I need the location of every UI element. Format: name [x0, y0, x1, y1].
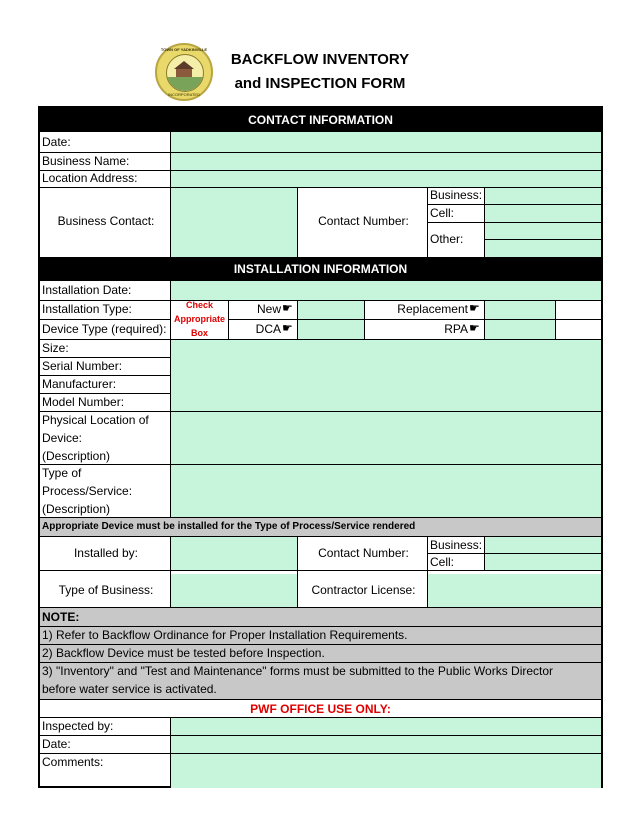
dca-option-label: DCA — [255, 322, 281, 336]
physical-location-label: Physical Location of Device: (Description) — [42, 413, 149, 463]
type-of-business-field[interactable] — [171, 574, 297, 607]
installation-date-label: Installation Date: — [42, 283, 132, 297]
date-label: Date: — [42, 135, 71, 149]
inspection-date-field[interactable] — [171, 736, 601, 753]
manufacturer-field[interactable] — [171, 375, 601, 393]
dca-checkbox[interactable] — [298, 319, 364, 339]
business-name-label: Business Name: — [42, 154, 130, 168]
installation-type-label: Installation Type: — [42, 302, 132, 316]
installer-cell-phone-field[interactable] — [484, 553, 601, 570]
type-of-process-label: Type of Process/Service: (Description) — [42, 466, 133, 516]
pointing-hand-icon: ☛ — [469, 321, 480, 335]
appropriate-device-note: Appropriate Device must be installed for the Type of Process/Service rendered — [40, 518, 601, 536]
other-phone-label: Other: — [430, 232, 464, 246]
installer-business-phone-field[interactable] — [484, 537, 601, 553]
note-title: NOTE: — [42, 610, 80, 624]
serial-number-label: Serial Number: — [42, 359, 123, 373]
inspected-by-field[interactable] — [171, 718, 601, 735]
contact-cell-phone-field[interactable] — [484, 204, 601, 222]
size-label: Size: — [42, 341, 69, 355]
business-contact-label: Business Contact: — [57, 214, 155, 228]
type-of-process-field[interactable] — [171, 464, 601, 517]
model-number-field[interactable] — [171, 393, 601, 411]
contractor-license-label: Contractor License: — [311, 583, 416, 597]
installation-date-field[interactable] — [171, 281, 601, 300]
new-checkbox[interactable] — [298, 300, 364, 319]
pointing-hand-icon: ☛ — [282, 301, 293, 315]
installer-business-phone-label: Business: — [430, 538, 483, 552]
office-use-header: PWF OFFICE USE ONLY: — [250, 702, 391, 716]
inspection-date-label: Date: — [42, 737, 71, 751]
business-contact-field[interactable] — [171, 187, 297, 257]
rpa-checkbox[interactable] — [485, 319, 555, 339]
pointing-hand-icon: ☛ — [282, 321, 293, 335]
comments-field[interactable] — [171, 754, 601, 788]
size-field[interactable] — [171, 339, 601, 357]
installed-by-label: Installed by: — [73, 546, 139, 560]
location-address-field[interactable] — [171, 170, 601, 187]
installer-contact-number-label: Contact Number: — [318, 546, 409, 560]
installer-cell-phone-label: Cell: — [430, 555, 455, 569]
town-seal-logo — [155, 43, 213, 101]
pointing-hand-icon: ☛ — [469, 301, 480, 315]
new-option-label: New — [256, 302, 281, 316]
type-of-business-label: Type of Business: — [58, 583, 154, 597]
town-seal-icon — [166, 54, 204, 92]
replacement-option-label: Replacement — [397, 302, 468, 316]
contact-number-label: Contact Number: — [318, 214, 409, 228]
business-name-field[interactable] — [171, 152, 601, 170]
note-item-3-line-2: before water service is activated. — [42, 682, 217, 696]
model-number-label: Model Number: — [42, 395, 125, 409]
rpa-option-label: RPA — [444, 322, 468, 336]
seal-top-text: TOWN OF YADKINVILLE — [160, 47, 208, 52]
note-item-3-line-1: 3) "Inventory" and "Test and Maintenance" forms must be submitted to the Public Works Director — [42, 664, 554, 678]
manufacturer-label: Manufacturer: — [42, 377, 117, 391]
note-item-2: 2) Backflow Device must be tested before Inspection. — [42, 646, 325, 660]
form-title-line-2: and INSPECTION FORM — [234, 75, 406, 92]
installed-by-field[interactable] — [171, 537, 297, 570]
serial-number-field[interactable] — [171, 357, 601, 375]
installation-information-header: INSTALLATION INFORMATION — [40, 257, 601, 281]
date-field[interactable] — [171, 132, 601, 152]
inspection-form — [38, 106, 603, 788]
seal-bottom-text: INCORPORATED — [168, 92, 200, 97]
cell-phone-label: Cell: — [430, 206, 455, 220]
device-type-label: Device Type (required): — [42, 322, 167, 336]
note-item-1: 1) Refer to Backflow Ordinance for Proper Installation Requirements. — [42, 628, 408, 642]
location-address-label: Location Address: — [42, 171, 138, 185]
form-title-line-1: BACKFLOW INVENTORY — [230, 51, 410, 68]
business-phone-label: Business: — [430, 188, 483, 202]
check-appropriate-box-note: Check Appropriate Box — [173, 300, 225, 338]
inspected-by-label: Inspected by: — [42, 719, 114, 733]
form-title — [215, 48, 425, 96]
physical-location-field[interactable] — [171, 411, 601, 464]
replacement-checkbox[interactable] — [485, 300, 555, 319]
comments-label: Comments: — [42, 755, 104, 769]
contact-information-header: CONTACT INFORMATION — [40, 108, 601, 132]
contractor-license-field[interactable] — [428, 574, 601, 607]
contact-business-phone-field[interactable] — [484, 187, 601, 204]
